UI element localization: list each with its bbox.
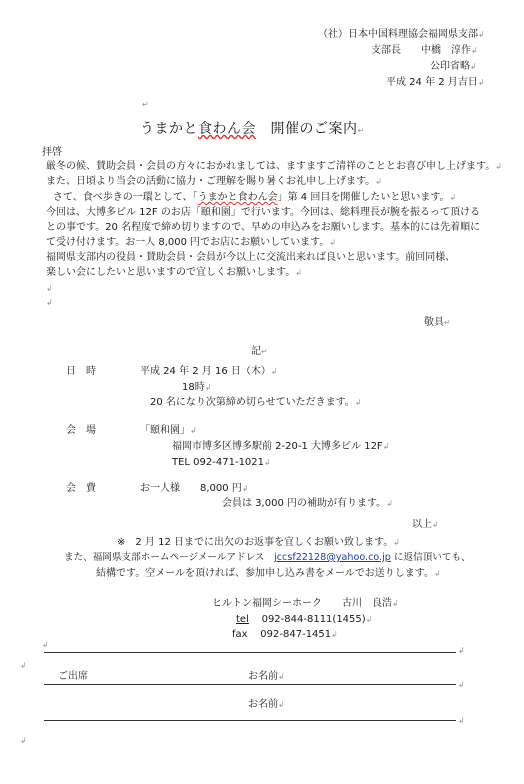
date-note: 20 名になり次第締め切らせていただきます。↲ (150, 397, 362, 408)
paragraph-mark: ↲ (46, 298, 53, 307)
page-title: うまかと食わん会 開催のご案内↵ (140, 121, 365, 137)
paragraph-mark: ↲ (20, 736, 27, 745)
contact-fax: fax 092-847-1451↲ (232, 629, 338, 640)
venue-label: 会 場 (66, 425, 96, 436)
email-note: また、福岡県支部ホームページメールアドレス jccsf22128@yahoo.co.jp に返信頂いても、 (64, 552, 471, 563)
contact-tel: tel 092-844-8111(1455)↲ (236, 614, 373, 625)
seal-omitted: 公印省略↲ (430, 61, 477, 72)
venue-tel: TEL 092-471-1021↲ (172, 457, 271, 468)
email-note-continued: 結構です。空メールを頂ければ、参加申し込み書をメールでお送りします。↲ (96, 568, 441, 579)
fee-label: 会 費 (66, 483, 96, 494)
name-label: お名前↲ (248, 671, 285, 682)
org-name: （社）日本中国料理協会福岡県支部↲ (318, 29, 485, 40)
body-line-6: て受け付けます。お一人 8,000 円でお店にお願いしています。↲ (46, 237, 337, 248)
paragraph-mark: ↲ (458, 680, 465, 689)
fee-value: お一人様 8,000 円↲ (140, 483, 249, 494)
issue-date: 平成 24 年 2 月吉日↲ (386, 77, 485, 88)
venue-name: 「頤和園」↲ (140, 425, 197, 436)
body-line-3: さて、食べ歩きの一環として、「うまかと食わん会」第 4 回目を開催したいと思います。↲ (53, 192, 457, 203)
name-line[interactable] (44, 684, 456, 685)
closing-word: 敬具↵ (424, 317, 451, 328)
email-link[interactable]: jccsf22128@yahoo.co.jp (274, 552, 391, 563)
paragraph-mark: ↲ (458, 716, 465, 725)
date-label: 日 時 (66, 366, 96, 377)
date-value: 平成 24 年 2 月 16 日（木）↲ (140, 366, 278, 377)
time-value: 18時↲ (182, 382, 212, 393)
opening-greeting: 拝啓 (42, 147, 62, 158)
reply-deadline-note: ※ 2 月 12 日までに出欠のお返事を宜しくお願い致します。↲ (117, 537, 400, 548)
ijou-mark: 以上↲ (412, 519, 439, 530)
paragraph-mark: ↲ (46, 284, 53, 293)
body-line-7: 福岡県支部内の役員・賛助会員・会員が今以上に交流出来れば良いと思います。前回同様、 (46, 252, 456, 263)
cut-line (44, 652, 456, 653)
paragraph-mark: ↲ (42, 640, 49, 649)
body-line-5: との事です。20 名程度で締め切りますので、早めの申込みをお願いします。基本的には先着順に (46, 222, 481, 233)
body-line-1: 厳冬の候、賛助会員・会員の方々におかれましては、ますますご清祥のこととお喜び申し上げます。↲ (46, 161, 502, 172)
ki-heading: 記↵ (251, 346, 268, 357)
fee-note: 会員は 3,000 円の補助が有ります。↲ (222, 498, 393, 509)
name-line-2[interactable] (44, 720, 456, 721)
paragraph-mark: ↲ (20, 661, 27, 670)
attend-label: ご出席 (58, 671, 88, 682)
paragraph-mark: ↵ (142, 100, 149, 109)
branch-chief: 支部長 中橋 淳作↲ (371, 45, 478, 56)
body-line-8: 楽しい会にしたいと思いますので宜しくお願いします。↲ (46, 267, 302, 278)
paragraph-mark: ↲ (458, 646, 465, 655)
venue-address: 福岡市博多区博多駅前 2-20-1 大博多ビル 12F↲ (172, 441, 390, 452)
name-label-2: お名前↲ (248, 699, 285, 710)
body-line-2: また、日頃より当会の活動に協力・ご理解を賜り暑くお礼申し上げます。↲ (46, 176, 382, 187)
body-line-4: 今回は、大博多ビル 12F のお店「頤和園」で行います。今回は、総料理長が腕を振るって頂ける (46, 207, 481, 218)
contact-name: ヒルトン福岡シーホーク 古川 良浩↲ (212, 598, 399, 609)
